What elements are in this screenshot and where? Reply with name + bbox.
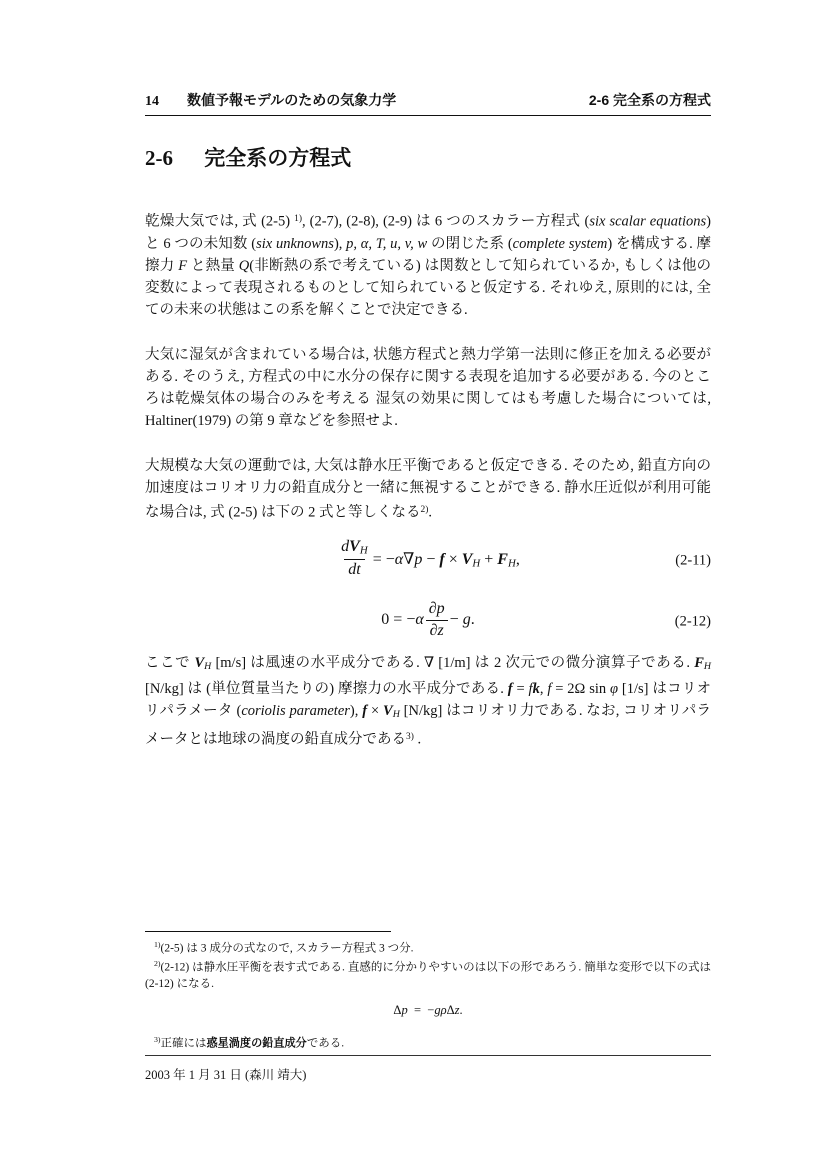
text-segment: − bbox=[422, 551, 440, 568]
text-segment: f bbox=[547, 680, 552, 697]
text-segment: α bbox=[394, 551, 404, 568]
footnote-marker: 2) bbox=[154, 959, 161, 969]
footnote-marker: 1) bbox=[154, 940, 161, 949]
text-segment: (非断熱の系で考えている) は関数として知られているか, もしくは他の変数によって表現されるものとして知られていると仮定する. それゆえ, 原則的には, 全ての未来の状態はこの系を解くことで決定できる. bbox=[145, 257, 712, 318]
text-segment: p bbox=[414, 551, 423, 568]
text-segment: . bbox=[459, 1002, 463, 1017]
text-segment: F bbox=[694, 654, 704, 671]
fraction-numerator bbox=[425, 601, 449, 620]
text-segment: f bbox=[439, 551, 445, 568]
text-segment: V bbox=[383, 702, 393, 719]
footnote-text bbox=[161, 1037, 345, 1049]
header-section-ref: 2-6 完全系の方程式 bbox=[588, 92, 711, 108]
text-segment: . bbox=[413, 731, 422, 748]
text-segment: (2-12) は静水圧平衡を表す式である. 直感的に分かりやすいのは以下の形であろう. 簡単な変形で以下の式は (2-12) になる. bbox=[145, 961, 711, 990]
footnote-marker: 2) bbox=[420, 504, 429, 515]
text-segment: 惑星渦度の鉛直成分 bbox=[206, 1036, 307, 1049]
text-segment: H bbox=[703, 660, 712, 672]
text-segment: ) を構成する. 摩擦力 bbox=[145, 235, 711, 274]
text-segment: F bbox=[497, 551, 508, 568]
text-segment: p bbox=[401, 1002, 408, 1017]
fraction-dp-dz bbox=[425, 601, 449, 640]
text-segment: V bbox=[461, 551, 473, 568]
fraction-denominator bbox=[426, 620, 448, 640]
text-segment: , (2-7), (2-8), (2-9) は 6 つのスカラー方程式 ( bbox=[301, 213, 590, 230]
footnotes-block bbox=[145, 931, 711, 1051]
footnote-marker: 1) bbox=[294, 214, 302, 224]
text-segment: − bbox=[427, 1002, 435, 1017]
text-segment: 0 = − bbox=[381, 611, 416, 629]
section-number: 2-6 bbox=[145, 146, 173, 170]
text-segment: . bbox=[470, 611, 475, 629]
text-segment: . bbox=[428, 504, 432, 521]
text-segment: , bbox=[515, 551, 520, 568]
text-segment: 大規模な大気の運動では, 大気は静水圧平衡であると仮定できる. そのため, 鉛直方向の加速度はコリオリ力の鉛直成分と一緒に無視することができる. 静水圧近似が利用可能な場合は, 式 (2-5) は下の 2 式と等しくなる bbox=[145, 457, 711, 521]
text-segment: = bbox=[512, 680, 529, 697]
text-segment: の閉じた系 ( bbox=[427, 235, 513, 252]
text-segment: と熱量 bbox=[187, 257, 239, 274]
page-number: 14 bbox=[145, 94, 159, 109]
equation-lhs bbox=[381, 611, 423, 629]
fraction-denominator bbox=[344, 559, 364, 579]
text-segment: g bbox=[462, 611, 471, 629]
text-segment: 乾燥大気では, 式 (2-5) bbox=[145, 213, 295, 230]
text-segment: Δ bbox=[393, 1002, 402, 1017]
text-segment: H bbox=[392, 708, 400, 720]
footnote-marker: 3) bbox=[154, 1034, 161, 1044]
equation-rhs bbox=[373, 549, 520, 569]
paragraph-moist-atmosphere bbox=[145, 344, 711, 432]
text-segment: d bbox=[341, 538, 350, 556]
text-segment: Δ bbox=[446, 1002, 455, 1017]
footnote-2 bbox=[145, 956, 711, 991]
paragraph-hydrostatic bbox=[145, 455, 711, 524]
text-segment: ∂p bbox=[428, 600, 445, 617]
text-segment: [N/kg] はコリオリ力である. なお, コリオリパラメータとは地球の渦度の鉛直成分である bbox=[145, 702, 711, 748]
text-segment: H bbox=[472, 557, 481, 570]
text-segment: [1/s] はコリオリパラメータ ( bbox=[145, 680, 711, 719]
equation-2-12 bbox=[145, 593, 711, 652]
text-segment: = 2Ω sin bbox=[551, 680, 611, 697]
text-segment: V bbox=[194, 654, 205, 671]
text-segment: + bbox=[480, 551, 498, 568]
footnote-text bbox=[145, 962, 711, 990]
text-segment: = bbox=[407, 1002, 428, 1017]
text-segment: gρ bbox=[434, 1002, 447, 1017]
equation-rhs bbox=[450, 611, 475, 629]
text-segment: f bbox=[528, 680, 533, 697]
text-segment: である. bbox=[306, 1036, 345, 1049]
footnote-marker: 3) bbox=[406, 731, 414, 742]
text-segment: complete system bbox=[512, 235, 608, 252]
text-segment: ここで bbox=[145, 654, 195, 671]
text-segment: × bbox=[444, 551, 462, 568]
equation-2-11 bbox=[145, 529, 711, 593]
text-segment: six scalar equations bbox=[589, 213, 707, 230]
section-title-text: 完全系の方程式 bbox=[204, 147, 352, 170]
text-segment: f bbox=[362, 702, 368, 719]
footnote-3 bbox=[145, 1032, 711, 1051]
fraction-dVH-dt bbox=[337, 539, 372, 579]
paragraph-dry-atmosphere bbox=[145, 208, 711, 321]
equation-number: (2-12) bbox=[674, 613, 711, 630]
fraction-numerator bbox=[337, 539, 372, 559]
text-segment: V bbox=[349, 538, 360, 556]
text-segment: ), bbox=[349, 702, 363, 719]
text-segment: F bbox=[178, 257, 188, 274]
text-segment: ∇ bbox=[403, 551, 415, 568]
footnote-1 bbox=[145, 937, 711, 956]
text-segment: six unknowns bbox=[256, 235, 334, 252]
text-segment: (2-5) は 3 成分の式なので, スカラー方程式 3 つ分. bbox=[160, 942, 414, 955]
book-title: 数値予報モデルのための気象力学 bbox=[187, 92, 397, 108]
text-segment: [m/s] は風速の水平成分である. ∇ [1/m] は 2 次元での微分演算子である. bbox=[211, 654, 695, 671]
text-segment: ) と 6 つの未知数 ( bbox=[145, 213, 711, 252]
text-segment: , bbox=[539, 680, 548, 697]
text-segment: H bbox=[507, 557, 516, 570]
section-heading bbox=[145, 142, 711, 172]
footnote-equation bbox=[145, 1002, 711, 1018]
text-segment: k bbox=[532, 680, 540, 697]
text-segment: p, α, T, u, v, w bbox=[346, 235, 428, 252]
text-segment: H bbox=[359, 544, 368, 557]
text-segment: f bbox=[507, 680, 513, 697]
text-segment: Q bbox=[238, 257, 250, 274]
text-segment: φ bbox=[610, 680, 619, 697]
text-segment: 大気に湿気が含まれている場合は, 状態方程式と熱力学第一法則に修正を加える必要がある. そのうえ, 方程式の中に水分の保存に関する表現を追加する必要がある. 今のところは乾燥気体の場合のみを考える 湿気の効果に関してはも考慮した場合については, Haltiner(1979) の第 9 章などを参照せよ. bbox=[145, 346, 711, 429]
text-segment: × bbox=[367, 702, 384, 719]
text-segment: [N/kg] は (単位質量当たりの) 摩擦力の水平成分である. bbox=[145, 680, 508, 697]
paragraph-symbol-definitions bbox=[145, 652, 711, 751]
footnote-rule bbox=[145, 931, 391, 932]
text-segment: H bbox=[204, 660, 212, 672]
text-segment: α bbox=[415, 611, 424, 629]
text-segment: 正確には bbox=[160, 1036, 207, 1049]
text-segment: z bbox=[454, 1002, 460, 1017]
text-segment: = − bbox=[372, 551, 395, 568]
footnote-text bbox=[161, 942, 414, 954]
footer-date-author: 2003 年 1 月 31 日 (森川 靖大) bbox=[145, 1068, 307, 1082]
text-segment: dt bbox=[348, 561, 361, 579]
text-segment: coriolis parameter bbox=[241, 702, 350, 719]
page-footer bbox=[145, 1055, 711, 1083]
page-header bbox=[145, 90, 711, 116]
equation-number: (2-11) bbox=[675, 552, 711, 569]
text-segment: − bbox=[449, 611, 463, 629]
text-segment: ), bbox=[333, 235, 347, 252]
text-segment: ∂z bbox=[429, 621, 444, 639]
